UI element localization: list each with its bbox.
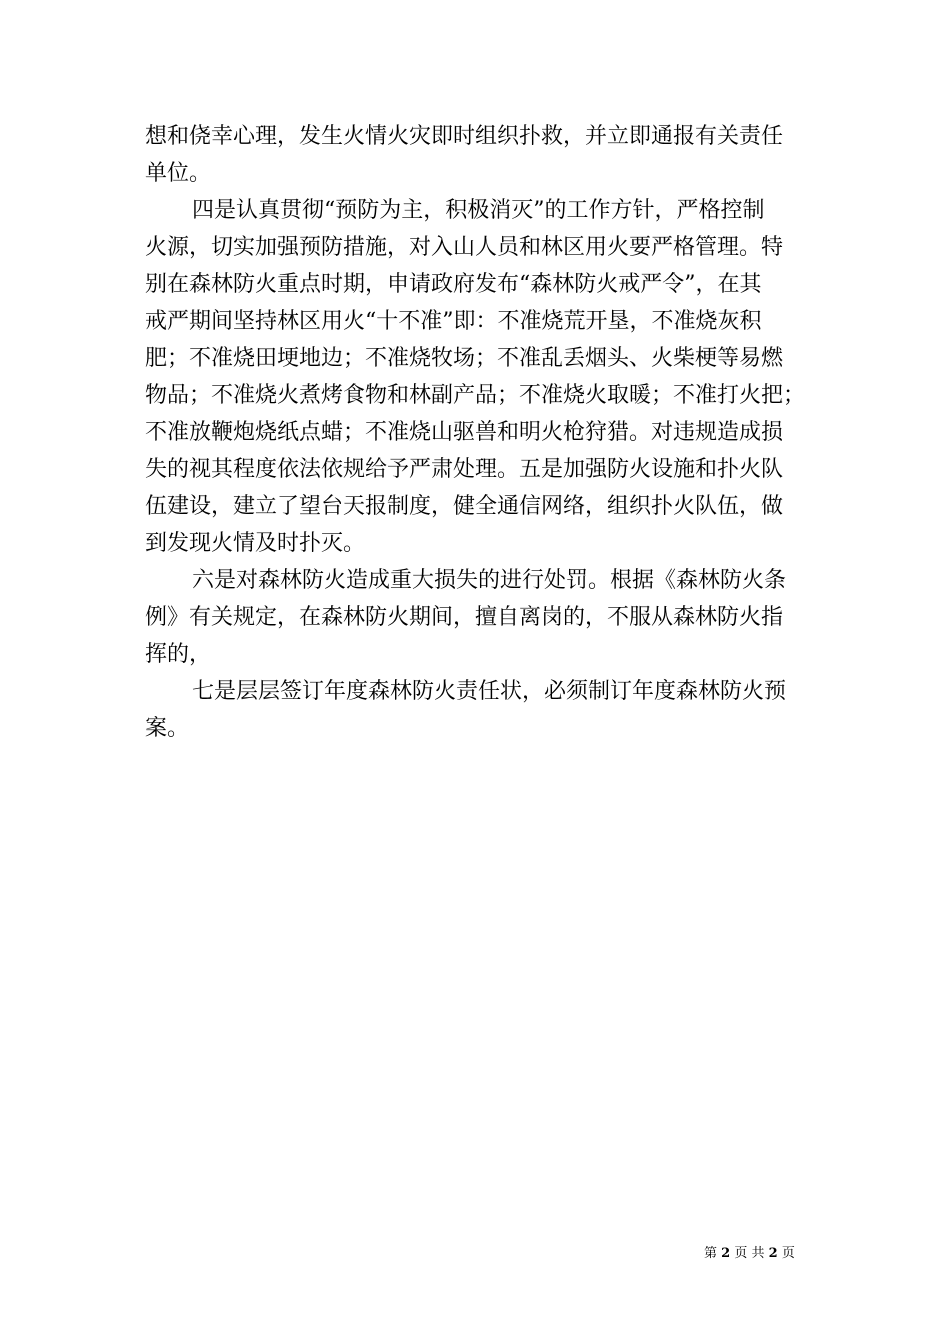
text-line-1: 想和侥幸心理，发生火情火灾即时组织扑救，并立即通报有关责任 bbox=[145, 124, 784, 149]
paragraph-4-line-2: 火源，切实加强预防措施，对入山人员和林区用火要严格管理。特 bbox=[145, 235, 784, 260]
paragraph-4-line-8: 失的视其程度依法依规给予严肃处理。五是加强防火设施和扑火队 bbox=[145, 457, 784, 482]
paragraph-4-line-7: 不准放鞭炮烧纸点蜡；不准烧山驱兽和明火枪狩猎。对违规造成损 bbox=[145, 420, 784, 445]
paragraph-6-line-3: 挥的， bbox=[145, 642, 212, 667]
paragraph-4-line-4: 戒严期间坚持林区用火“十不准”即：不准烧荒开垦，不准烧灰积 bbox=[145, 309, 762, 334]
paragraph-4-line-10: 到发现火情及时扑灭。 bbox=[145, 531, 366, 556]
footer-page-number: 2 bbox=[721, 1246, 731, 1261]
paragraph-7-line-2: 案。 bbox=[145, 716, 190, 741]
paragraph-4-line-9: 伍建设，建立了望台天报制度，健全通信网络，组织扑火队伍，做 bbox=[145, 494, 784, 519]
paragraph-4-line-3: 别在森林防火重点时期，申请政府发布“森林防火戒严令”，在其 bbox=[145, 272, 762, 297]
page-footer bbox=[704, 1245, 795, 1263]
paragraph-6-line-1: 六是对森林防火造成重大损失的进行处罚。根据《森林防火条 bbox=[192, 568, 787, 593]
footer-total-pages: 2 bbox=[768, 1246, 778, 1261]
paragraph-4-line-6: 物品；不准烧火煮烤食物和林副产品；不准烧火取暖；不准打火把； bbox=[145, 383, 806, 408]
paragraph-4-line-5: 肥；不准烧田埂地边；不准烧牧场；不准乱丢烟头、火柴梗等易燃 bbox=[145, 346, 784, 371]
paragraph-7-line-1: 七是层层签订年度森林防火责任状，必须制订年度森林防火预 bbox=[192, 679, 787, 704]
paragraph-4-line-1: 四是认真贯彻“预防为主，积极消灭”的工作方针，严格控制 bbox=[192, 198, 765, 223]
paragraph-6-line-2: 例》有关规定，在森林防火期间，擅自离岗的，不服从森林防火指 bbox=[145, 605, 784, 630]
footer-prefix: 第 bbox=[704, 1246, 718, 1261]
footer-middle: 页 共 bbox=[734, 1246, 765, 1261]
text-line-2: 单位。 bbox=[145, 161, 212, 186]
footer-suffix: 页 bbox=[781, 1246, 795, 1261]
